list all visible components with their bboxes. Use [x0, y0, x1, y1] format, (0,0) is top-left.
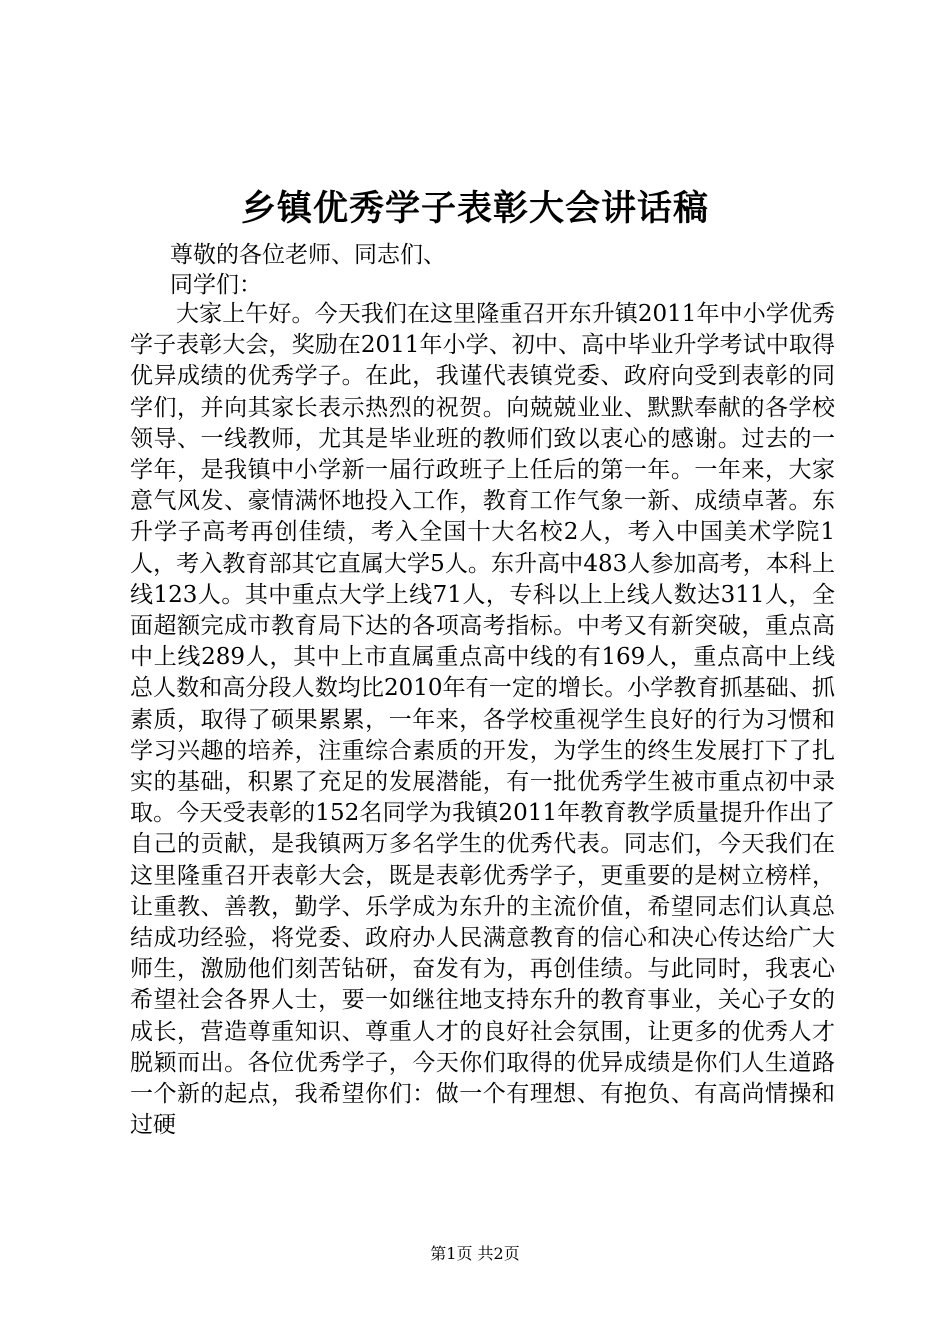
salutation-line-1: 尊敬的各位老师、同志们、 — [170, 242, 446, 268]
document-title: 乡镇优秀学子表彰大会讲话稿 — [240, 188, 709, 229]
body-paragraph: 大家上午好。今天我们在这里隆重召开东升镇2011年中小学优秀学子表彰大会，奖励在2011年小学、初中、高中毕业升学考试中取得优异成绩的优秀学子。在此，我谨代表镇党委、政府向受到表彰的同学们，并向其家长表示热烈的祝贺。向兢兢业业、默默奉献的各学校领导、一线教师，尤其是毕业班的教师们致以衷心的感谢。过去的一学年，是我镇中小学新一届行政班子上任后的第一年。一年来，大家意气风发、豪情满怀地投入工作，教育工作气象一新、成绩卓著。东升学子高考再创佳绩，考入全国十大名校2人，考入中国美术学院1人，考入教育部其它直属大学5人。东升高中483人参加高考，本科上线123人。其中重点大学上线71人，专科以上上线人数达311人，全面超额完成市教育局下达的各项高考指标。中考又有新突破，重点高中上线289人，其中上市直属重点高中线的有169人，重点高中上线总人数和高分段人数均比2010年有一定的增长。小学教育抓基础、抓素质，取得了硕果累累，一年来，各学校重视学生良好的行为习惯和学习兴趣的培养，注重综合素质的开发，为学生的终生发展打下了扎实的基础，积累了充足的发展潜能，有一批优秀学生被市重点初中录取。今天受表彰的152名同学为我镇2011年教育教学质量提升作出了自己的贡献，是我镇两万多名学生的优秀代表。同志们，今天我们在这里隆重召开表彰大会，既是表彰优秀学子，更重要的是树立榜样，让重教、善教，勤学、乐学成为东升的主流价值，希望同志们认真总结成功经验，将党委、政府办人民满意教育的信心和决心传达给广大师生，激励他们刻苦钻研，奋发有为，再创佳绩。与此同时，我衷心希望社会各界人士，要一如继往地支持东升的教育事业，关心子女的成长，营造尊重知识、尊重人才的良好社会氛围，让更多的优秀人才脱颖而出。各位优秀学子，今天你们取得的优异成绩是你们人生道路一个新的起点，我希望你们：做一个有理想、有抱负、有高尚情操和过硬 — [130, 301, 835, 1139]
page-footer: 第1页 共2页 — [430, 1244, 520, 1263]
salutation-line-2: 同学们： — [170, 272, 262, 298]
